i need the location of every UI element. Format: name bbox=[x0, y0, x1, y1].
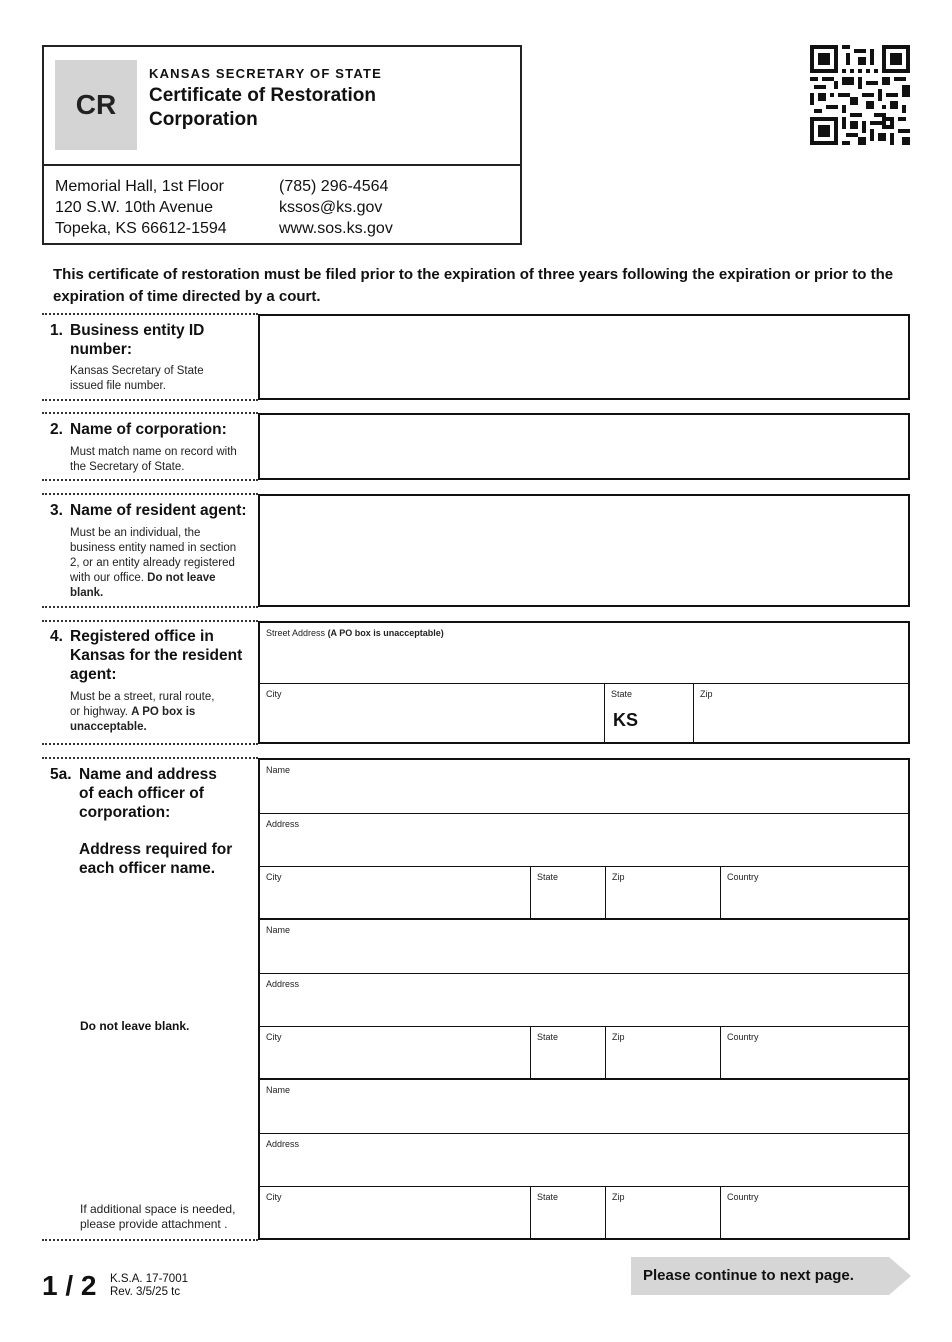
field-caption: Name bbox=[266, 765, 291, 775]
registered-office-box bbox=[258, 621, 910, 744]
note-line: Must match name on record with bbox=[70, 446, 237, 458]
section-5a-label bbox=[50, 765, 232, 878]
form-title-line2: Corporation bbox=[149, 109, 258, 130]
section-divider bbox=[42, 620, 258, 622]
zip-input[interactable] bbox=[694, 684, 908, 742]
page-number: 1 / 2 bbox=[42, 1270, 97, 1301]
note-line: If additional space is needed, bbox=[80, 1202, 236, 1216]
statute-reference bbox=[110, 1273, 188, 1299]
field-caption: Zip bbox=[612, 872, 625, 882]
officer-address-input[interactable] bbox=[260, 1134, 908, 1187]
section-number: 2. bbox=[50, 421, 63, 438]
note-line: 2, or an entity already registered bbox=[70, 557, 235, 569]
officer-state-input[interactable] bbox=[531, 1027, 606, 1080]
section-divider bbox=[42, 479, 258, 481]
officer-address-input[interactable] bbox=[260, 814, 908, 867]
address-line: 120 S.W. 10th Avenue bbox=[55, 199, 214, 216]
note-line: Kansas Secretary of State bbox=[70, 365, 204, 377]
email: kssos@ks.gov bbox=[279, 199, 383, 216]
field-caption: City bbox=[266, 689, 282, 699]
state-value: KS bbox=[613, 710, 639, 730]
field-caption: State bbox=[537, 872, 559, 882]
section-number: 1. bbox=[50, 322, 63, 339]
contact-info bbox=[279, 176, 393, 239]
note-line: the Secretary of State. bbox=[70, 461, 185, 473]
caption-emphasis: (A PO box is unacceptable) bbox=[327, 628, 444, 638]
section-1-label bbox=[50, 321, 204, 359]
section-divider bbox=[42, 399, 258, 401]
field-caption: State bbox=[611, 689, 633, 699]
label-line: Business entity ID bbox=[70, 322, 205, 339]
section-4-label bbox=[50, 627, 242, 684]
field-caption: Name bbox=[266, 1085, 291, 1095]
resident-agent-input[interactable] bbox=[258, 494, 910, 607]
form-title-line1: Certificate of Restoration bbox=[149, 85, 376, 106]
revision-line: Rev. 3/5/25 tc bbox=[110, 1286, 181, 1298]
field-caption: Zip bbox=[700, 689, 713, 699]
officer-name-input[interactable] bbox=[260, 1080, 908, 1134]
section-divider bbox=[42, 412, 258, 414]
section-1-note bbox=[70, 364, 204, 394]
section-3-note bbox=[70, 526, 236, 601]
officer-zip-input[interactable] bbox=[606, 1187, 721, 1238]
officer-name-input[interactable] bbox=[260, 760, 908, 814]
note-line: please provide attachment . bbox=[80, 1217, 228, 1231]
label-line: Name and address bbox=[79, 766, 217, 783]
section-divider bbox=[42, 757, 258, 759]
field-caption: City bbox=[266, 1192, 282, 1202]
officer-country-input[interactable] bbox=[721, 867, 908, 920]
section-number: 5a. bbox=[50, 766, 72, 783]
header-divider bbox=[42, 164, 522, 166]
officer-city-input[interactable] bbox=[260, 867, 531, 920]
city-input[interactable] bbox=[260, 684, 605, 742]
label-line: Name of corporation: bbox=[70, 421, 227, 438]
label-line: Registered office in bbox=[70, 628, 214, 645]
corporation-name-input[interactable] bbox=[258, 413, 910, 480]
officer-state-input[interactable] bbox=[531, 867, 606, 920]
field-caption: Country bbox=[727, 872, 759, 882]
officer-city-input[interactable] bbox=[260, 1027, 531, 1080]
field-caption: Zip bbox=[612, 1192, 625, 1202]
officer-address-input[interactable] bbox=[260, 974, 908, 1027]
address-line: Memorial Hall, 1st Floor bbox=[55, 178, 224, 195]
section-2-note bbox=[70, 445, 237, 475]
intro-instructions: This certificate of restoration must be filed prior to the expiration of three years following the expiration or prior to the expiration of time directed by a court. bbox=[53, 266, 894, 305]
label-line: Kansas for the resident bbox=[70, 647, 243, 664]
office-address bbox=[55, 176, 227, 239]
officer-name-input[interactable] bbox=[260, 920, 908, 974]
label-line: of each officer of bbox=[79, 785, 204, 802]
state-field bbox=[605, 684, 694, 742]
officer-city-input[interactable] bbox=[260, 1187, 531, 1238]
form-title bbox=[149, 84, 376, 132]
field-caption: Address bbox=[266, 979, 300, 989]
note-emphasis: unacceptable. bbox=[70, 721, 147, 733]
website: www.sos.ks.gov bbox=[279, 220, 393, 237]
field-caption: Address bbox=[266, 819, 300, 829]
field-caption: Country bbox=[727, 1192, 759, 1202]
agency-name: KANSAS SECRETARY OF STATE bbox=[149, 66, 382, 81]
label-line: number: bbox=[70, 341, 132, 358]
field-caption: City bbox=[266, 1032, 282, 1042]
section-divider bbox=[42, 1239, 258, 1241]
section-2-label bbox=[50, 420, 227, 439]
label-line: Address required for bbox=[79, 841, 233, 858]
note-emphasis: A PO box is bbox=[131, 706, 196, 718]
address-line: Topeka, KS 66612-1594 bbox=[55, 220, 227, 237]
section-divider bbox=[42, 606, 258, 608]
field-caption bbox=[266, 628, 444, 638]
note-line: Must be an individual, the bbox=[70, 527, 201, 539]
attachment-note bbox=[80, 1202, 235, 1232]
label-line: agent: bbox=[70, 666, 117, 683]
officer-zip-input[interactable] bbox=[606, 1027, 721, 1080]
label-line: Name of resident agent: bbox=[70, 502, 247, 519]
note-line: issued file number. bbox=[70, 380, 166, 392]
note-line: or highway. bbox=[70, 706, 128, 718]
field-caption: Country bbox=[727, 1032, 759, 1042]
note-line: Must be a street, rural route, bbox=[70, 691, 215, 703]
officers-table bbox=[258, 758, 910, 1240]
street-address-input[interactable] bbox=[260, 623, 908, 684]
label-line: each officer name. bbox=[79, 860, 216, 877]
qr-code-icon bbox=[810, 45, 910, 145]
field-caption: State bbox=[537, 1032, 559, 1042]
officer-state-input[interactable] bbox=[531, 1187, 606, 1238]
section-3-label bbox=[50, 501, 247, 520]
note-line: with our office. bbox=[70, 572, 144, 584]
field-caption: Name bbox=[266, 925, 291, 935]
officer-zip-input[interactable] bbox=[606, 867, 721, 920]
field-caption: State bbox=[537, 1192, 559, 1202]
note-emphasis: Do not leave bbox=[147, 572, 216, 584]
officer-country-input[interactable] bbox=[721, 1027, 908, 1080]
section-number: 4. bbox=[50, 628, 63, 645]
business-entity-id-input[interactable] bbox=[258, 314, 910, 400]
continue-banner bbox=[631, 1257, 911, 1295]
section-divider bbox=[42, 313, 258, 315]
field-caption: Zip bbox=[612, 1032, 625, 1042]
section-divider bbox=[42, 493, 258, 495]
phone: (785) 296-4564 bbox=[279, 178, 389, 195]
field-caption: City bbox=[266, 872, 282, 882]
section-number: 3. bbox=[50, 502, 63, 519]
continue-text: Please continue to next page. bbox=[643, 1267, 854, 1284]
note-emphasis: blank. bbox=[70, 587, 104, 599]
do-not-leave-blank-note: Do not leave blank. bbox=[80, 1019, 190, 1033]
officer-country-input[interactable] bbox=[721, 1187, 908, 1238]
field-caption: Address bbox=[266, 1139, 300, 1149]
statute-line: K.S.A. 17-7001 bbox=[110, 1273, 188, 1285]
form-code-badge: CR bbox=[55, 60, 137, 150]
caption-text: Street Address bbox=[266, 628, 326, 638]
note-line: business entity named in section bbox=[70, 542, 237, 554]
label-line: corporation: bbox=[79, 804, 171, 821]
section-divider bbox=[42, 743, 258, 745]
section-4-note bbox=[70, 690, 214, 735]
